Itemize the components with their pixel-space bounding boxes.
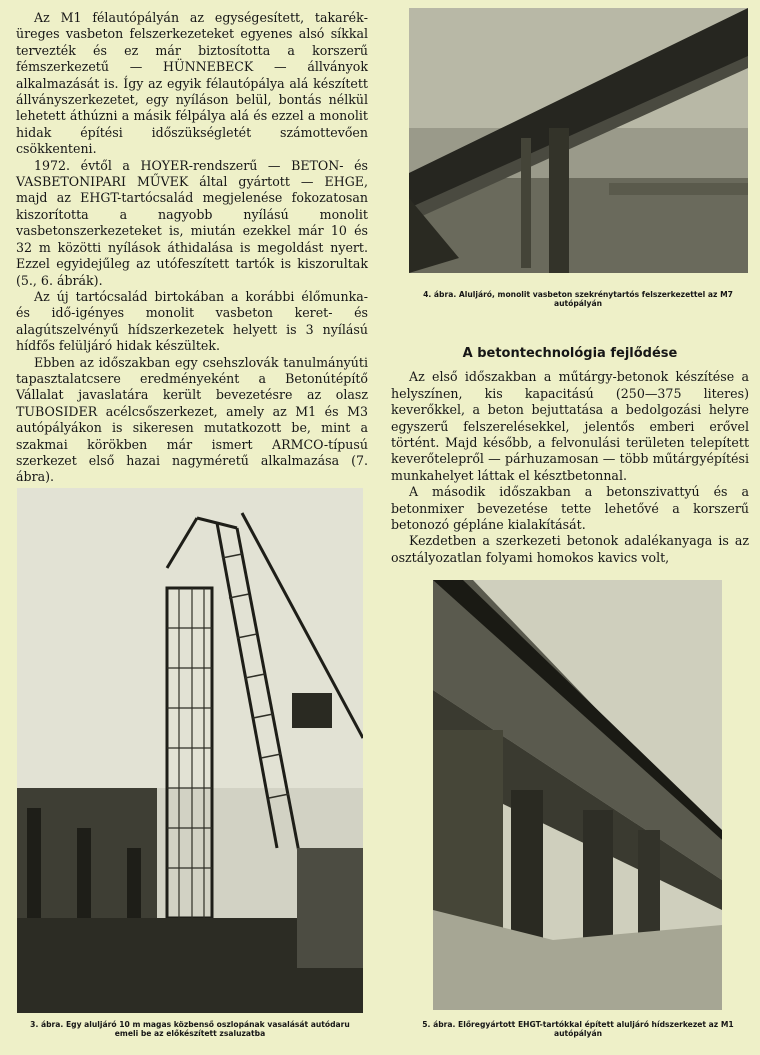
figure-5-caption: 5. ábra. Előregyártott EHGT-tartókkal épített aluljáró hídszerkezet az M1 autópályán [422,1020,734,1039]
right-text-column [391,346,749,566]
figure-3-photo [17,488,363,1013]
paragraph: A második időszakban a betonszivattyú és a betonmixer bevezetése tette lehetővé a korszerű betonozó gépláne kialakítását. [391,484,749,533]
paragraph: Az új tartócsalád birtokában a korábbi élőmunka- és idő-igényes monolit vasbeton keret- és alagútszelvényű hídszerkezetek helyett is 3 nyílású hídfős felüljáró hidak készültek. [16,288,368,354]
paragraph: Az M1 félautópályán az egységesített, takaréküreges vasbeton felszerkezeteket egyenes alsó síkkal tervezték és ez már biztosította a korszerű fémszerkezetű — HÜNNEBECK — állványok alkalmazását is. Így az egyik félautópálya alá készített állványszerkezetet, egy nyíláson belül, bontás nélkül lehetett áthúzni a másik félpálya alá és ezzel a monolit hidak építési időszükségletét számottevően csökkenteni. [16,10,368,157]
section-heading: A betontechnológia fejlődése [462,346,678,361]
figure-4-photo [409,8,748,273]
paragraph: Kezdetben a szerkezeti betonok adalékanyaga is az osztályozatlan folyami homokos kavics volt, [391,533,749,565]
left-text-column [16,10,368,486]
figure-5-photo [433,580,722,1010]
figure-3-caption: 3. ábra. Egy aluljáró 10 m magas közbenső oszlopának vasalását autódaru emeli be az előkészített zsaluzatba [30,1020,350,1039]
paragraph: 1972. évtől a HOYER-rendszerű — BETON- és VASBETONIPARI MŰVEK által gyártott — EHGE, majd az EHGT-tartócsalád megjelenése fokozatosan kiszorította a nagyobb nyílású monolit vasbetonszerkezeteket is, miután ezekkel már 10 és 32 m közötti nyílások áthidalása is megoldást nyert. Ezzel egyidejűleg az utófeszített tartók is kiszorultak (5., 6. ábrák). [16,157,368,288]
paragraph: Ebben az időszakban egy csehszlovák tanulmányúti tapasztalatcsere eredményeként a Betonútépítő Vállalat javaslatára került bevezetésre az olasz TUBOSIDER acélcsőszerkezet, amely az M1 és M3 autópályákon is sikeresen mutatkozott be, mint a szakmai körökben már ismert ARMCO-típusú szerkezet első hazai nagyméretű alkalmazása (7. ábra). [16,354,368,485]
paragraph: Az első időszakban a műtárgy-betonok készítése a helyszínen, kis kapacitású (250—375 literes) keverőkkel, a beton bejuttatása a bedolgozási helyre egyszerű felszerelésekkel, jelentős emberi erővel történt. Majd később, a felvonulási területen telepített keverőtelepről — párhuzamosan — több műtárgyépítési munkahelyet láttak el késztbetonnal. [391,369,749,483]
figure-4-caption: 4. ábra. Aluljáró, monolit vasbeton szekrénytartós felszerkezettel az M7 autópályán [423,290,733,309]
